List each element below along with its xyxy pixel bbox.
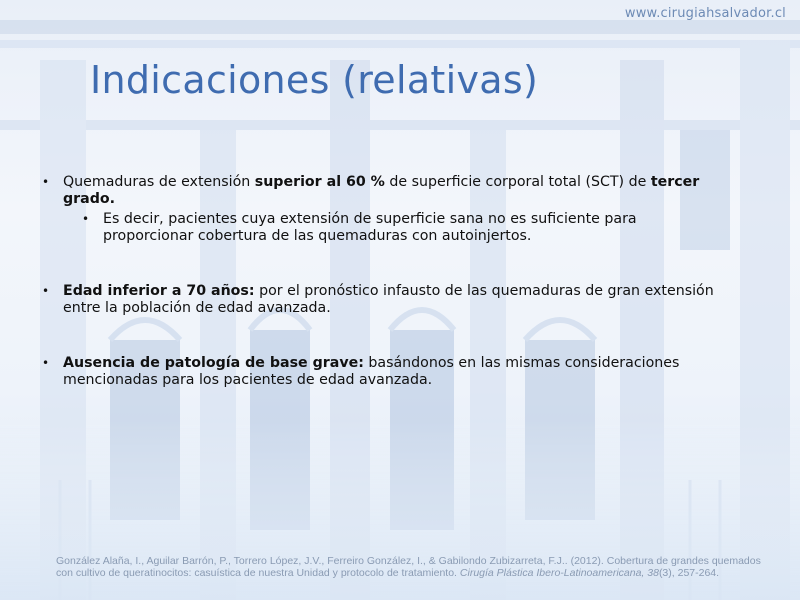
website-url: www.cirugiahsalvador.cl <box>624 6 786 21</box>
reference-citation: González Alaña, I., Aguilar Barrón, P., Torrero López, J.V., Ferreiro González, I., & Gabilondo Zubizarreta, F.J.. (2012). Cobertura de grandes quemados con cultivo de queratinocitos: casuística de nuestra Unidad y protocolo de tratamiento. Cirugía Plástica Ibero-Latinoamericana, 38(3), 257-264. <box>56 555 761 579</box>
sub-bullet-text: Es decir, pacientes cuya extensión de superficie sana no es suficiente para proporcionar cobertura de las quemaduras con autoinjertos. <box>103 211 637 244</box>
bullet-dot-icon: • <box>42 284 50 298</box>
bullet-dot-icon: • <box>42 175 50 189</box>
bullet-item-age <box>40 283 740 317</box>
bullet-text: Ausencia de patología de base grave: basándonos en las mismas consideraciones mencionadas para los pacientes de edad avanzada. <box>63 355 680 388</box>
bullet-dot-icon: • <box>82 212 90 226</box>
bullet-text: Quemaduras de extensión superior al 60 % de superficie corporal total (SCT) de tercer grado. <box>63 174 700 207</box>
bullet-item-comorbidity <box>40 355 740 389</box>
bullet-item-burn-extension <box>40 174 740 208</box>
slide-title: Indicaciones (relativas) <box>90 58 539 102</box>
slide-body <box>40 174 740 389</box>
sub-bullet-item-healthy-surface <box>80 211 723 245</box>
bullet-text: Edad inferior a 70 años: por el pronóstico infausto de las quemaduras de gran extensión entre la población de edad avanzada. <box>63 283 714 316</box>
bullet-dot-icon: • <box>42 356 50 370</box>
